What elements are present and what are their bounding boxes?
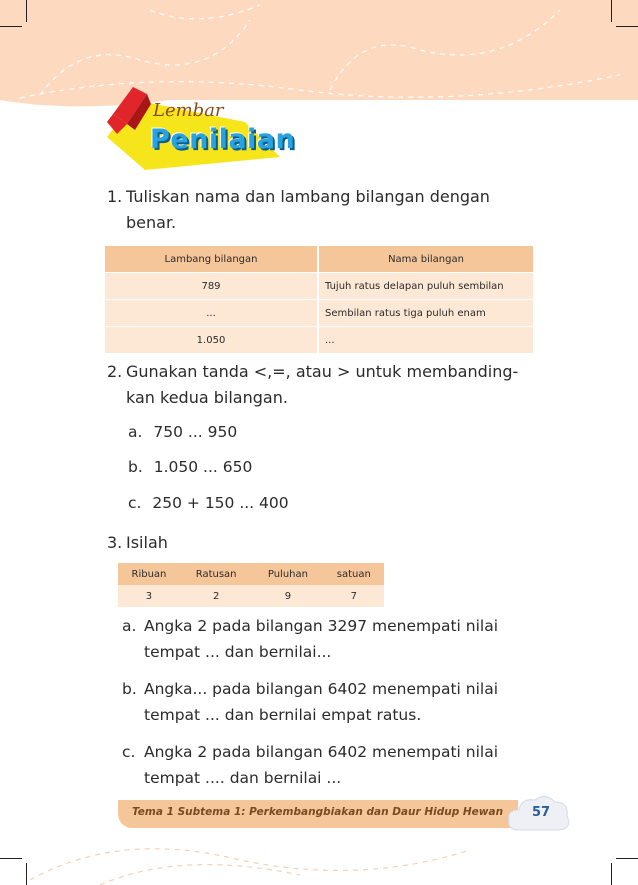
question-text-line: benar. (126, 213, 177, 232)
sub-item (128, 454, 252, 480)
table-row (118, 585, 384, 607)
sub-item-label: b. (128, 458, 143, 476)
table-header-row (118, 563, 384, 585)
question-text-line: Isilah (126, 533, 168, 552)
sub-item-text: Angka 2 pada bilangan 6402 menempati nilai (144, 743, 499, 761)
sub-item-label: b. (122, 680, 137, 698)
question-1 (107, 184, 567, 240)
sub-item-label: c. (128, 494, 142, 512)
table-row (105, 327, 533, 354)
header-dashes (0, 0, 638, 100)
question-2 (107, 359, 577, 415)
question-number: 1. (107, 187, 123, 206)
lembar-label: Lembar (153, 100, 224, 121)
table-row (105, 300, 533, 327)
sub-item-text: 1.050 ... 650 (153, 458, 253, 476)
sub-item (122, 739, 562, 787)
sub-item-label: a. (122, 617, 137, 635)
penilaian-title: Penilaian (150, 124, 296, 155)
question-number: 2. (107, 362, 123, 381)
question-3 (107, 530, 307, 556)
table-cell: 7 (324, 585, 384, 607)
sub-item-label: a. (128, 423, 143, 441)
number-name-table (105, 246, 533, 354)
column-header: satuan (324, 563, 384, 585)
question-text-line: Tuliskan nama dan lambang bilangan dengan (126, 187, 490, 206)
place-value-table (118, 563, 384, 607)
column-header: Puluhan (252, 563, 323, 585)
table-header-row (105, 246, 533, 273)
table-cell: 9 (252, 585, 323, 607)
question-text-line: kan kedua bilangan. (126, 388, 288, 407)
page-number: 57 (531, 805, 551, 820)
table-cell: Tujuh ratus delapan puluh sembilan (318, 273, 533, 300)
column-header: Ratusan (180, 563, 252, 585)
sub-item-text: tempat ... dan bernilai... (144, 643, 332, 661)
sub-item (128, 490, 289, 516)
sub-item (128, 419, 237, 445)
table-cell: Sembilan ratus tiga puluh enam (318, 300, 533, 327)
lembar-penilaian-logo (105, 82, 295, 172)
crop-mark (616, 26, 638, 27)
crop-mark (26, 0, 27, 22)
sub-item-text: tempat ... dan bernilai empat ratus. (144, 706, 422, 724)
sub-item-label: c. (122, 743, 136, 761)
crop-mark (611, 0, 612, 22)
sub-item (122, 613, 562, 661)
crop-mark (0, 26, 22, 27)
sub-item (122, 676, 562, 724)
table-cell: ... (105, 300, 318, 327)
sub-item-text: Angka... pada bilangan 6402 menempati nilai (144, 680, 498, 698)
sub-item-text: 750 ... 950 (153, 423, 238, 441)
table-cell: 2 (180, 585, 252, 607)
table-cell: 3 (118, 585, 180, 607)
column-header: Lambang bilangan (105, 246, 318, 273)
table-cell: 789 (105, 273, 318, 300)
table-cell: 1.050 (105, 327, 318, 354)
sub-item-text: 250 + 150 ... 400 (152, 494, 289, 512)
sub-item-text: tempat .... dan bernilai ... (144, 769, 342, 787)
footer-text: Tema 1 Subtema 1: Perkembangbiakan dan Daur Hidup Hewan (132, 806, 504, 818)
question-number: 3. (107, 533, 123, 552)
question-text-line: Gunakan tanda <,=, atau > untuk membanding- (126, 362, 519, 381)
table-row (105, 273, 533, 300)
table-cell: ... (318, 327, 533, 354)
column-header: Nama bilangan (318, 246, 533, 273)
column-header: Ribuan (118, 563, 180, 585)
sub-item-text: Angka 2 pada bilangan 3297 menempati nilai (144, 617, 499, 635)
